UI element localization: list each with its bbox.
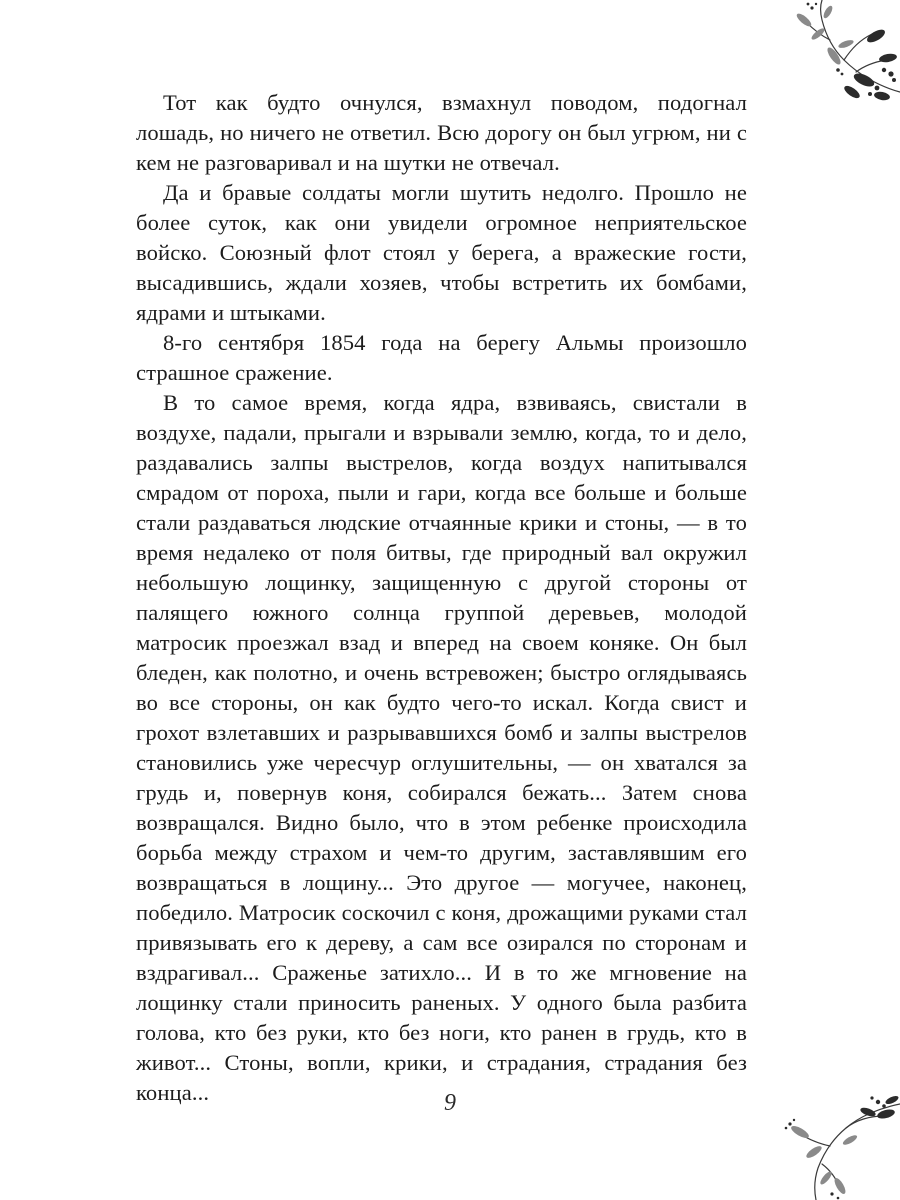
paragraph: 8-го сентября 1854 года на берегу Альмы произошло страшное сражение. [136,330,747,385]
paragraph: Да и бравые солдаты могли шутить недолго. Прошло не более суток, как они увидели огромное неприятельское войско. Союзный флот стоял у берега, а вражеские гости, высадившись, ждали хозяев, чтобы встретить их бомбами, ядрами и штыками. [136,180,747,325]
floral-branch-icon [760,0,900,110]
page-number: 9 [444,1090,456,1116]
paragraph: Тот как будто очнулся, взмахнул поводом, подогнал лошадь, но ничего не ответил. Всю дорогу он был угрюм, ни с кем не разговаривал и на шутки не отвечал. [136,90,747,175]
paragraph: В то самое время, когда ядра, взвиваясь, свистали в воздухе, падали, прыгали и взрывали землю, когда, то и дело, раздавались залпы выстрелов, когда воздух напитывался смрадом от пороха, пыли и гари, когда все больше и больше стали раздаваться людские отчаянные крики и стоны, — в то время недалеко от поля битвы, где природный вал окружил небольшую лощинку, защищенную с другой стороны от палящего южного солнца группой деревьев, молодой матросик проезжал взад и вперед на своем коняке. Он был бледен, как полотно, и очень встревожен; быстро оглядываясь во все стороны, он как будто чего-то искал. Когда свист и грохот взлетавших и разрывавшихся бомб и залпы выстрелов становились уже чересчур оглушительны, — он хватался за грудь и, повернув коня, собирался бежать... Затем снова возвращался. Видно было, что в этом ребенке происходила борьба между страхом и чем-то другим, заставлявшим его возвращаться в лощину... Это другое — могучее, наконец, победило. Матросик соскочил с коня, дрожащими руками стал привязывать его к дереву, а сам все озирался по сторонам и вздрагивал... Сраженье затихло... И в то же мгновение на лощинку стали приносить раненых. У одного была разбита голова, кто без руки, кто без ноги, кто ранен в грудь, кто в живот... Стоны, вопли, крики, и страдания, страдания без конца... [136,390,747,1105]
floral-branch-icon [760,1090,900,1200]
body-text [136,88,747,1108]
